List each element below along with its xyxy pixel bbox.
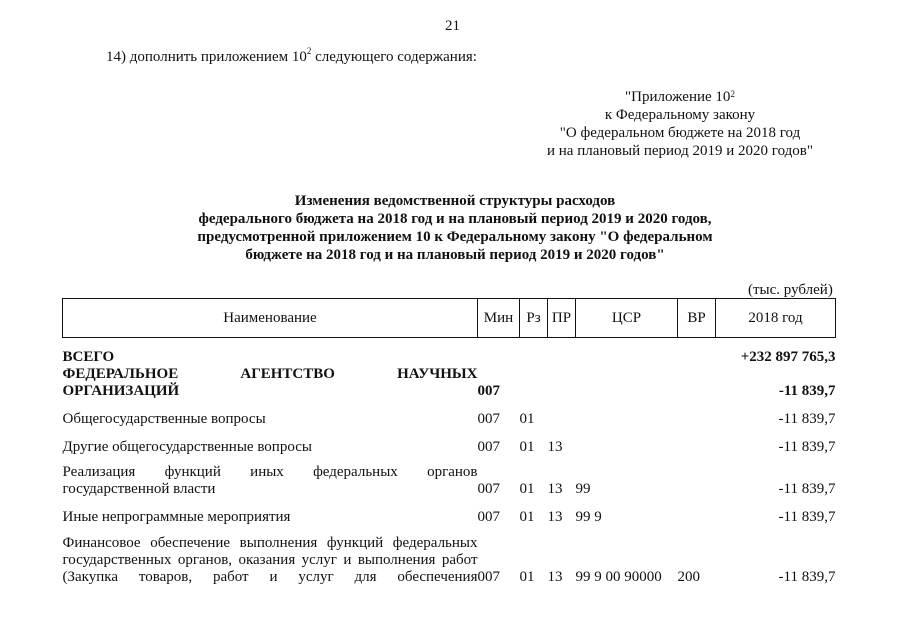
cell-csr [576,400,678,428]
cell-csr [576,366,678,400]
table-header-row [63,299,836,338]
header-pr: ПР [548,299,576,338]
annex-reference [530,88,830,160]
cell-min: 007 [477,480,500,497]
cell-name-lines [63,464,478,498]
cell-name-line: государственных органов, оказания услуг и выполнения работ [62,551,478,568]
cell-rz: 01 [519,438,535,455]
amendment-intro-text: 14) дополнить приложением 10 [106,49,307,65]
cell-pr: 13 [547,438,563,455]
cell-sum: -11 839,7 [778,410,836,427]
cell-rz: 01 [519,410,535,427]
annex-reference-superscript: 2 [730,89,735,99]
cell-name-lines [63,439,478,456]
table-row [63,428,836,456]
header-sum: 2018 год [716,299,836,338]
amendment-intro-tail: следующего содержания: [311,49,477,65]
table-row [63,338,836,366]
annex-reference-label: "Приложение 10 [625,89,731,105]
table-body [63,338,836,586]
cell-name [63,400,478,428]
cell-min: 007 [477,382,500,399]
cell-pr [548,400,576,428]
cell-name-lines [63,509,478,526]
annex-reference-line-3: "О федеральном бюджете на 2018 год [559,125,801,141]
cell-name-line: Другие общегосударственные вопросы [62,438,312,455]
cell-vr: 200 [677,568,700,585]
cell-name [63,366,478,400]
cell-pr [548,366,576,400]
cell-name [63,526,478,586]
cell-csr [576,338,678,366]
cell-sum: -11 839,7 [778,382,836,399]
cell-rz: 01 [519,508,535,525]
cell-name-lines [63,349,478,366]
table-row [63,526,836,586]
table-row [63,400,836,428]
header-name: Наименование [63,299,478,338]
cell-vr [678,456,716,498]
annex-reference-line-2: к Федеральному закону [604,107,756,123]
cell-vr [678,338,716,366]
document-title [150,192,760,264]
cell-name [63,428,478,456]
cell-sum: -11 839,7 [778,438,836,455]
cell-name-line: (Закупка товаров, работ и услуг для обеспечения [62,568,478,585]
cell-name-line: Иные непрограммные мероприятия [62,508,291,525]
cell-name-line: Общегосударственные вопросы [62,410,266,427]
document-title-line-2: федерального бюджета на 2018 год и на плановый период 2019 и 2020 годов, [198,211,712,227]
cell-name-line: ФЕДЕРАЛЬНОЕ АГЕНТСТВО НАУЧНЫХ ОРГАНИЗАЦИЙ [62,365,478,399]
amendment-intro-superscript: 2 [306,46,312,56]
cell-sum: +232 897 765,3 [740,348,836,365]
cell-name-line: Реализация функций иных федеральных органов [62,463,478,480]
cell-name-line: государственной власти [62,480,216,497]
cell-name-line: ВСЕГО [62,348,115,365]
cell-csr: 99 9 [575,508,602,525]
cell-pr [548,338,576,366]
cell-name-lines [63,366,478,400]
cell-min [478,338,520,366]
cell-csr [576,428,678,456]
cell-name [63,338,478,366]
header-csr: ЦСР [576,299,678,338]
cell-sum: -11 839,7 [778,508,836,525]
header-min: Мин [478,299,520,338]
cell-name-lines [63,535,478,586]
cell-min: 007 [477,568,500,585]
cell-csr: 99 9 00 90000 [575,568,662,585]
cell-rz [520,366,548,400]
document-title-line-1: Изменения ведомственной структуры расходов [294,193,616,209]
cell-sum: -11 839,7 [778,568,836,585]
cell-vr [678,400,716,428]
budget-table [62,298,836,586]
cell-csr: 99 [575,480,591,497]
table-row [63,456,836,498]
cell-pr: 13 [547,480,563,497]
annex-reference-line-4: и на плановый период 2019 и 2020 годов" [547,143,813,159]
cell-rz [520,338,548,366]
table-row [63,498,836,526]
table-row [63,366,836,400]
cell-min: 007 [477,508,500,525]
document-title-line-3: предусмотренной приложением 10 к Федеральному закону "О федеральном [197,229,713,245]
cell-pr: 13 [547,568,563,585]
cell-min: 007 [477,410,500,427]
amendment-intro [106,46,477,66]
cell-name [63,498,478,526]
cell-pr: 13 [547,508,563,525]
document-title-line-4: бюджете на 2018 год и на плановый период 2019 и 2020 годов" [245,247,665,263]
cell-vr [678,428,716,456]
annex-reference-line-1 [530,88,830,106]
cell-min: 007 [477,438,500,455]
cell-rz: 01 [519,480,535,497]
cell-rz: 01 [519,568,535,585]
cell-name-line: Финансовое обеспечение выполнения функций федеральных [62,534,478,551]
page-number: 21 [445,18,460,34]
cell-sum: -11 839,7 [778,480,836,497]
header-rz: Рз [520,299,548,338]
cell-name [63,456,478,498]
cell-vr [678,498,716,526]
cell-name-lines [63,411,478,428]
cell-vr [678,366,716,400]
header-vr: ВР [678,299,716,338]
units-label: (тыс. рублей) [748,282,833,298]
